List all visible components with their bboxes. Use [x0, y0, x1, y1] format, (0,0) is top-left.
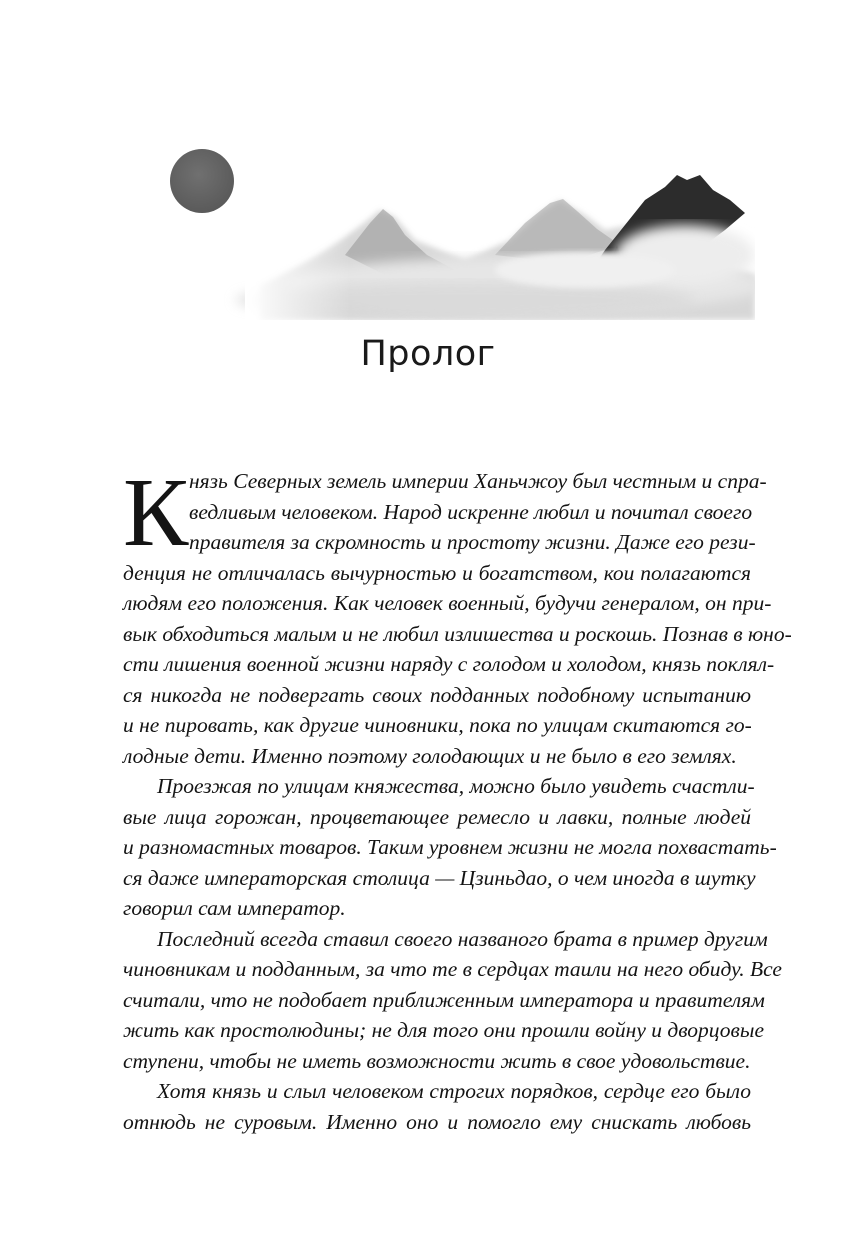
chapter-title: Пролог: [360, 334, 496, 374]
paragraphs: [123, 459, 792, 1137]
text-line: ступени, чтобы не иметь возможности жить в свое удовольствие.: [123, 1048, 751, 1073]
text-line: чиновникам и подданным, за что те в сердцах таили на него обиду. Все: [123, 957, 782, 981]
text-line: лодные дети. Именно поэтому голодающих и не было в его землях.: [123, 743, 737, 768]
text-line: нязь Северных земель империи Ханьчжоу был честным и спра-: [189, 469, 767, 493]
text-line: Хотя князь и слыл человеком строгих порядков, сердце его было: [157, 1079, 751, 1103]
text-line: людям его положения. Как человек военный, будучи генералом, он при-: [123, 591, 772, 615]
text-line: говорил сам император.: [123, 896, 346, 920]
sun-icon: [170, 149, 234, 213]
paragraph: [123, 459, 792, 771]
text-line: Проезжая по улицам княжества, можно было увидеть счастли-: [157, 774, 755, 798]
text-line: и разномастных товаров. Таким уровнем жизни не могла похвастать-: [123, 835, 777, 859]
chapter-body: [123, 459, 792, 1137]
text-line: денция не отличалась вычурностью и богатством, кои полагаются: [123, 560, 751, 585]
mountain-illustration-icon: [165, 145, 755, 320]
paragraph: [123, 771, 777, 924]
text-line: ся никогда не подвергать своих подданных подобному испытанию: [123, 682, 751, 707]
text-line: Последний всегда ставил своего названого брата в пример другим: [157, 926, 768, 951]
text-line: считали, что не подобает приближенным императора и правителям: [123, 987, 765, 1012]
text-line: вые лица горожан, процветающее ремесло и лавки, полные людей: [123, 804, 751, 829]
text-line: сти лишения военной жизни наряду с голодом и холодом, князь поклял-: [123, 652, 775, 676]
text-line: ведливым человеком. Народ искренне любил и почитал своего: [189, 499, 753, 524]
text-line: отнюдь не суровым. Именно оно и помогло ему снискать любовь: [123, 1109, 751, 1134]
text-line: вык обходиться малым и не любил излишества и роскошь. Познав в юно-: [123, 621, 792, 646]
text-line: и не пировать, как другие чиновники, пока по улицам скитаются го-: [123, 713, 752, 737]
drop-cap: К: [123, 459, 189, 567]
text-line: ся даже императорская столица — Цзиньдао, о чем иногда в шутку: [123, 865, 756, 890]
paragraph: [123, 1076, 751, 1137]
paragraph: [123, 924, 782, 1077]
text-line: жить как простолюдины; не для того они прошли войну и дворцовые: [123, 1018, 764, 1042]
text-line: правителя за скромность и простоту жизни. Даже его рези-: [189, 530, 756, 554]
